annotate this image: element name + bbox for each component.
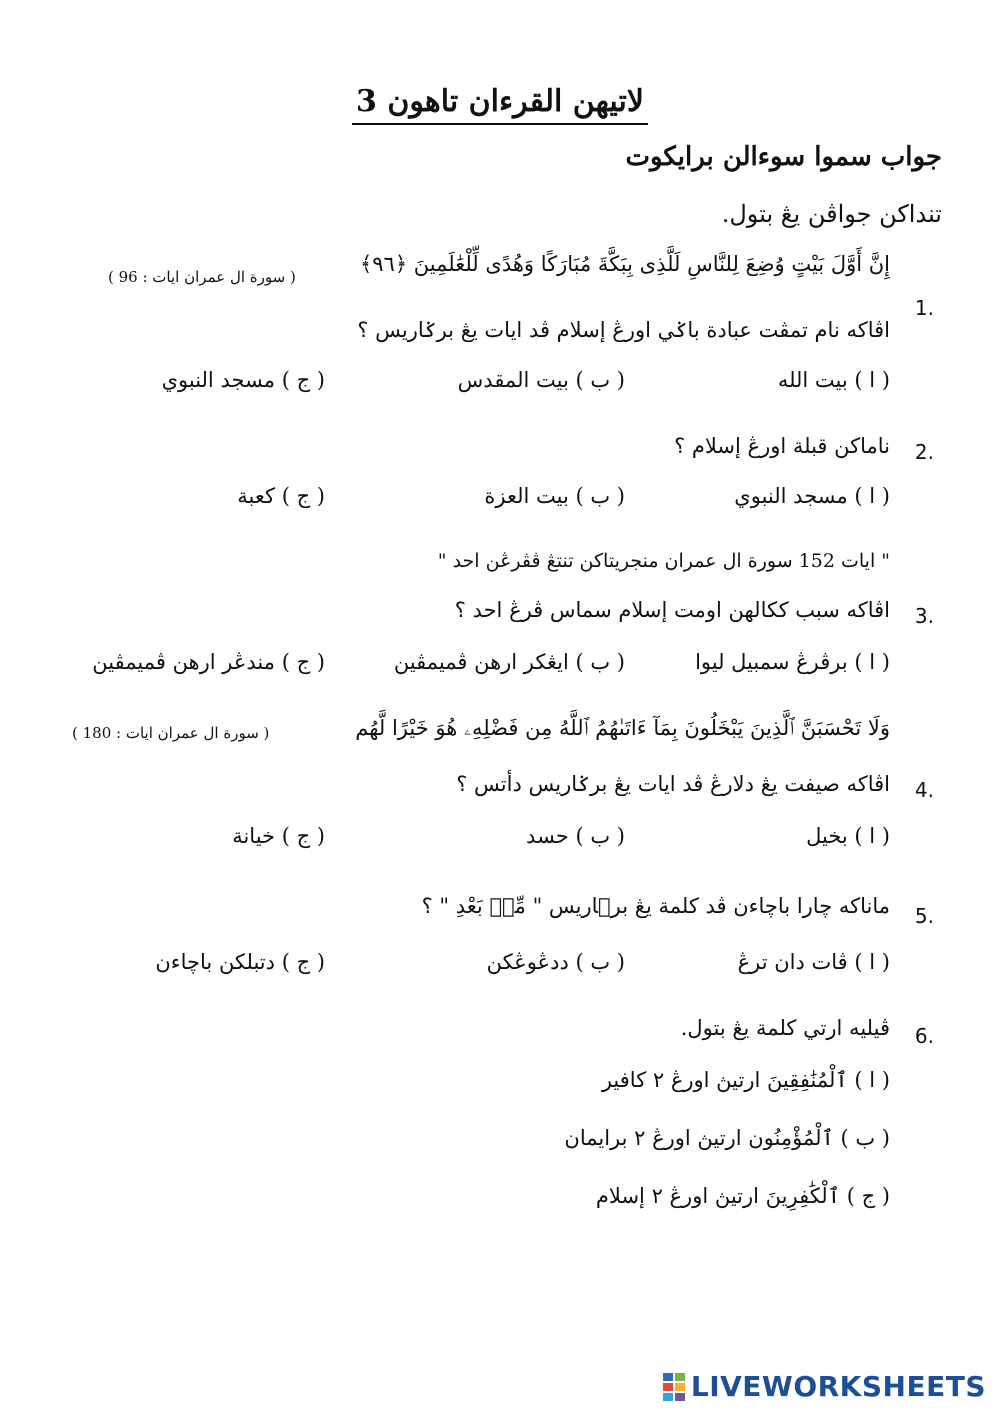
option-text: مندڠر ارهن ڤميمڤين — [92, 650, 276, 674]
option-label: ( ا ) — [854, 1068, 890, 1092]
option-text: برڤرڠ سمبيل ليوا — [695, 650, 848, 674]
question-4-option-b[interactable] — [526, 824, 625, 848]
verse-1-reference: ( سورة ال عمران ايات : 96 ) — [108, 268, 296, 286]
question-1-option-b[interactable] — [458, 368, 625, 392]
question-6-option-a[interactable] — [602, 1068, 890, 1092]
question-5-option-a[interactable] — [738, 950, 890, 974]
verse-1-text: إِنَّ أَوَّلَ بَيْتٍ وُضِعَ لِلنَّاسِ لَلَّذِى بِبَكَّةَ مُبَارَكًا وَهُدًى لِّلْعَٰلَمِينَ ﴿٩٦﴾ — [359, 252, 890, 276]
option-label: ( ب ) — [840, 1126, 890, 1150]
question-2-option-b[interactable] — [484, 484, 625, 508]
option-text: ٱلْكَٰفِرِينَ ارتيڽ اورڠ ٢ إسلام — [595, 1184, 841, 1208]
question-4-number: 4. — [914, 778, 934, 802]
question-2-option-c[interactable] — [237, 484, 325, 508]
option-text: كعبة — [237, 484, 276, 508]
option-label: ( ب ) — [575, 824, 625, 848]
option-text: ٱلْمُنَٰفِقِينَ ارتيڽ اورڠ ٢ کافير — [601, 1068, 848, 1092]
question-5-number: 5. — [914, 904, 934, 928]
question-3-option-c[interactable] — [92, 650, 325, 674]
question-6-text: ڤيليه ارتي کلمة يڠ بتول. — [680, 1016, 890, 1040]
option-text: حسد — [526, 824, 569, 848]
verse-2-text: وَلَا تَحْسَبَنَّ ٱلَّذِينَ يَبْخَلُونَ بِمَآ ءَاتَىٰهُمُ ٱللَّهُ مِن فَضْلِهِۦ هُوَ خَيْرًا لَّهُم — [355, 716, 890, 740]
option-text: بيت الله — [777, 368, 848, 392]
option-label: ( ب ) — [575, 368, 625, 392]
option-label: ( ج ) — [281, 824, 325, 848]
title-text: لاتيهن القرءان تاهون 3 — [352, 84, 648, 125]
liveworksheets-logo — [663, 1370, 986, 1403]
question-1-text: اڤاکه نام تمڤت عبادة باݢي اورڠ إسلام ڤد ايات يڠ برݢاريس ؟ — [357, 318, 890, 342]
question-6-option-b[interactable] — [564, 1126, 890, 1150]
question-6-option-c[interactable] — [596, 1184, 890, 1208]
option-label: ( ج ) — [281, 484, 325, 508]
liveworksheets-logo-icon — [663, 1373, 685, 1401]
liveworksheets-brand-text: LIVEWORKSHEETS — [690, 1370, 986, 1403]
question-2-option-a[interactable] — [734, 484, 890, 508]
option-text: ايڠکر ارهن ڤميمڤين — [393, 650, 569, 674]
question-5-text: ماناکه چارا باچاءن ڤد کلمة يڠ برݢاريس " مِّنۢ بَعْدِ " ؟ — [421, 894, 890, 918]
option-label: ( ب ) — [575, 950, 625, 974]
option-text: بخيل — [806, 824, 848, 848]
option-text: مسجد النبوي — [161, 368, 276, 392]
question-4-text: اڤاکه صيفت يڠ دلارڠ ڤد ايات يڠ برݢاريس دأتس ؟ — [456, 772, 890, 796]
question-3-text: اڤاکه سبب ککالهن اومت إسلام سماس ڤرڠ احد ؟ — [454, 598, 890, 622]
question-1-option-a[interactable] — [778, 368, 890, 392]
option-label: ( ا ) — [854, 484, 890, 508]
question-5-option-b[interactable] — [487, 950, 625, 974]
option-label: ( ب ) — [575, 484, 625, 508]
question-4-option-a[interactable] — [806, 824, 890, 848]
question-3-option-a[interactable] — [695, 650, 890, 674]
option-text: دتبلکن باچاءن — [155, 950, 276, 974]
option-label: ( ا ) — [854, 650, 890, 674]
option-text: مسجد النبوي — [734, 484, 848, 508]
question-1-option-c[interactable] — [162, 368, 325, 392]
option-label: ( ب ) — [575, 650, 625, 674]
option-label: ( ا ) — [854, 950, 890, 974]
question-4-option-c[interactable] — [232, 824, 325, 848]
option-text: ٱلْمُؤْمِنُون ارتيڽ اورڠ ٢ برايمان — [564, 1126, 834, 1150]
option-label: ( ج ) — [281, 950, 325, 974]
question-6-number: 6. — [914, 1024, 934, 1048]
verse-2-reference: ( سورة ال عمران ايات : 180 ) — [72, 724, 270, 742]
instruction-text: تنداكن جواڤن يڠ بتول. — [721, 200, 942, 228]
option-text: بيت العزة — [484, 484, 569, 508]
question-2-text: ناماکن قبلة اورڠ إسلام ؟ — [674, 434, 890, 458]
option-label: ( ا ) — [854, 824, 890, 848]
question-3-number: 3. — [914, 604, 934, 628]
option-text: ددڠوڠکن — [486, 950, 569, 974]
worksheet-subtitle: جواب سموا سوءالن برايكوت — [625, 142, 942, 172]
option-label: ( ج ) — [281, 650, 325, 674]
option-text: خيانة — [232, 824, 276, 848]
question-1-number: 1. — [914, 296, 934, 320]
option-label: ( ج ) — [846, 1184, 890, 1208]
question-5-option-c[interactable] — [155, 950, 325, 974]
worksheet-title — [0, 84, 1000, 119]
context-note: " ايات 152 سورة ال عمران منجريتاكن تنتڠ ڤڤرڠن احد " — [437, 550, 890, 572]
option-text: بيت المقدس — [457, 368, 569, 392]
option-label: ( ج ) — [281, 368, 325, 392]
question-3-option-b[interactable] — [394, 650, 625, 674]
question-2-number: 2. — [914, 440, 934, 464]
option-label: ( ا ) — [854, 368, 890, 392]
option-text: ڤات دان ترڠ — [737, 950, 848, 974]
